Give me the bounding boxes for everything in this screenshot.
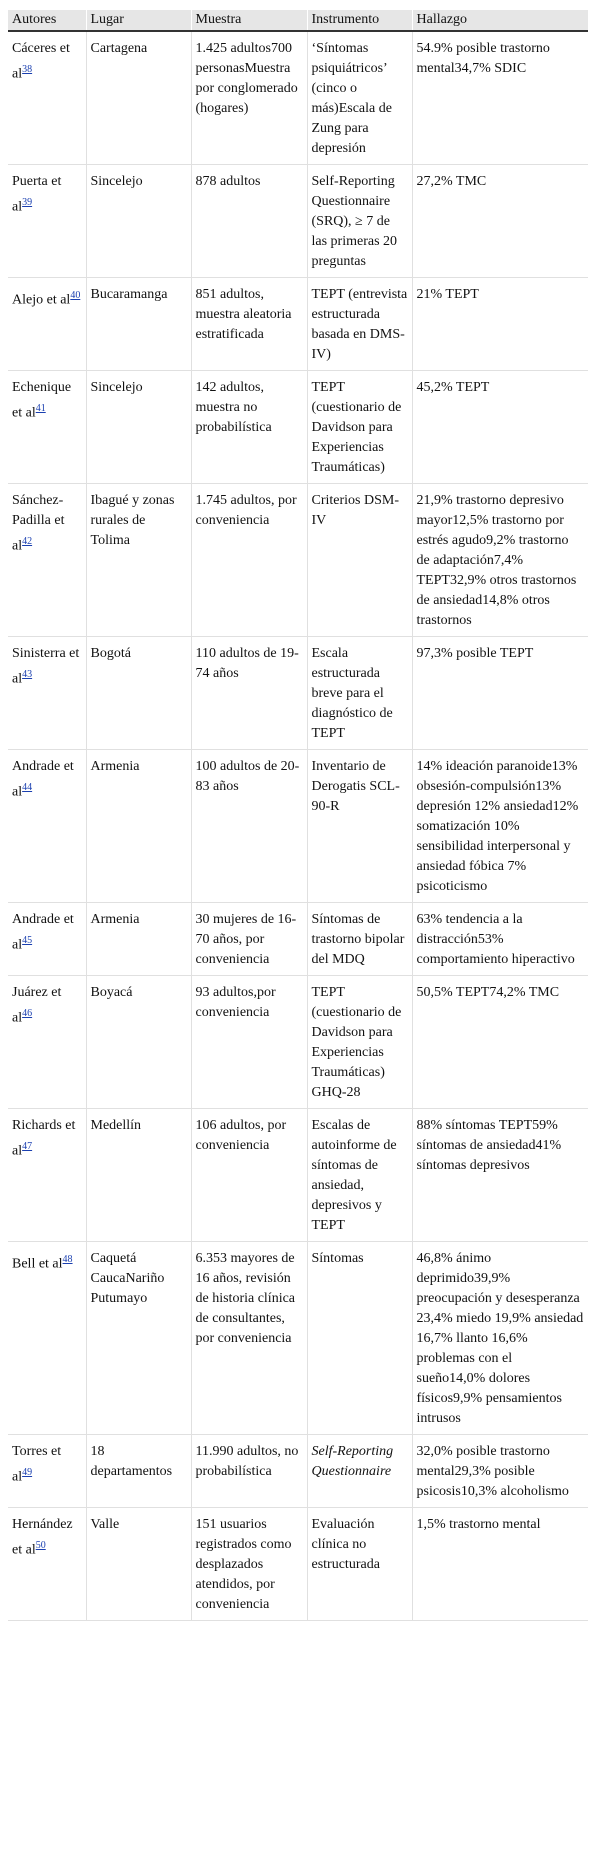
cell-finding: 14% ideación paranoide13% obsesión-compulsión13% depresión 12% ansiedad12% somatización 10% sensibilidad interpersonal y ansiedad fóbica 7% psicoticismo xyxy=(412,750,588,903)
cell-author xyxy=(8,371,86,484)
cell-instrument: Escala estructurada breve para el diagnóstico de TEPT xyxy=(307,637,412,750)
cell-place: Medellín xyxy=(86,1109,191,1242)
cell-sample: 30 mujeres de 16-70 años, por conveniencia xyxy=(191,903,307,976)
cell-author xyxy=(8,165,86,278)
reference-superscript xyxy=(36,1538,46,1551)
table-row xyxy=(8,976,588,1109)
cell-sample: 11.990 adultos, no probabilística xyxy=(191,1435,307,1508)
cell-author xyxy=(8,1242,86,1435)
reference-superscript xyxy=(22,195,32,208)
header-lugar: Lugar xyxy=(86,10,191,31)
author-name: Bell et al xyxy=(12,1256,63,1272)
cell-place: Valle xyxy=(86,1508,191,1621)
cell-instrument: ‘Síntomas psiquiátricos’ (cinco o más)Escala de Zung para depresión xyxy=(307,31,412,165)
table-row xyxy=(8,165,588,278)
table-container xyxy=(8,10,588,1621)
cell-instrument: Self-Reporting Questionnaire (SRQ), ≥ 7 de las primeras 20 preguntas xyxy=(307,165,412,278)
cell-place: 18 departamentos xyxy=(86,1435,191,1508)
cell-author xyxy=(8,1109,86,1242)
reference-superscript xyxy=(22,667,32,680)
cell-author xyxy=(8,1508,86,1621)
author-name: Puerta et al xyxy=(12,174,62,215)
cell-place: Caquetá CaucaNariño Putumayo xyxy=(86,1242,191,1435)
cell-sample: 1.425 adultos700 personasMuestra por conglomerado (hogares) xyxy=(191,31,307,165)
cell-place: Bucaramanga xyxy=(86,278,191,371)
cell-finding: 21,9% trastorno depresivo mayor12,5% trastorno por estrés agudo9,2% trastorno de adaptación7,4% TEPT32,9% otros trastornos de ansiedad14,8% otros trastornos xyxy=(412,484,588,637)
cell-instrument: Self-Reporting Questionnaire xyxy=(307,1435,412,1508)
reference-link[interactable]: 39 xyxy=(22,197,33,208)
author-name: Juárez et al xyxy=(12,985,62,1026)
author-name: Echenique et al xyxy=(12,380,72,421)
reference-superscript xyxy=(22,534,32,547)
author-name: Sánchez-Padilla et al xyxy=(12,493,65,554)
reference-superscript xyxy=(22,1465,32,1478)
cell-sample: 106 adultos, por conveniencia xyxy=(191,1109,307,1242)
cell-author xyxy=(8,1435,86,1508)
cell-finding: 63% tendencia a la distracción53% comportamiento hiperactivo xyxy=(412,903,588,976)
cell-sample: 851 adultos, muestra aleatoria estratificada xyxy=(191,278,307,371)
table-row xyxy=(8,1109,588,1242)
reference-link[interactable]: 44 xyxy=(22,782,33,793)
reference-superscript xyxy=(22,780,32,793)
table-row xyxy=(8,903,588,976)
cell-instrument: Síntomas de trastorno bipolar del MDQ xyxy=(307,903,412,976)
cell-sample: 6.353 mayores de 16 años, revisión de historia clínica de consultantes, por conveniencia xyxy=(191,1242,307,1435)
cell-finding: 21% TEPT xyxy=(412,278,588,371)
cell-finding: 50,5% TEPT74,2% TMC xyxy=(412,976,588,1109)
cell-place: Boyacá xyxy=(86,976,191,1109)
author-name: Hernández et al xyxy=(12,1517,73,1558)
table-row xyxy=(8,637,588,750)
cell-place: Ibagué y zonas rurales de Tolima xyxy=(86,484,191,637)
reference-superscript xyxy=(22,1139,32,1152)
cell-instrument: TEPT (cuestionario de Davidson para Experiencias Traumáticas) xyxy=(307,371,412,484)
cell-place: Bogotá xyxy=(86,637,191,750)
reference-superscript xyxy=(22,62,32,75)
cell-instrument: Inventario de Derogatis SCL-90-R xyxy=(307,750,412,903)
table-row xyxy=(8,484,588,637)
author-name: Sinisterra et al xyxy=(12,646,80,687)
cell-sample: 110 adultos de 19-74 años xyxy=(191,637,307,750)
cell-author xyxy=(8,484,86,637)
reference-superscript xyxy=(70,288,80,301)
header-autores: Autores xyxy=(8,10,86,31)
table-row xyxy=(8,1435,588,1508)
table-row xyxy=(8,31,588,165)
reference-link[interactable]: 50 xyxy=(35,1540,46,1551)
reference-link[interactable]: 46 xyxy=(22,1008,33,1019)
cell-instrument: Criterios DSM-IV xyxy=(307,484,412,637)
table-row xyxy=(8,1508,588,1621)
cell-finding: 45,2% TEPT xyxy=(412,371,588,484)
reference-link[interactable]: 47 xyxy=(22,1141,33,1152)
cell-finding: 54.9% posible trastorno mental34,7% SDIC xyxy=(412,31,588,165)
author-name: Andrade et al xyxy=(12,912,74,953)
reference-superscript xyxy=(22,933,32,946)
cell-finding: 27,2% TMC xyxy=(412,165,588,278)
reference-superscript xyxy=(22,1006,32,1019)
table-row xyxy=(8,278,588,371)
cell-finding: 46,8% ánimo deprimido39,9% preocupación y desesperanza 23,4% miedo 19,9% ansiedad 16,7% llanto 16,6% problemas con el sueño14,0% dolores físicos9,9% pensamientos intrusos xyxy=(412,1242,588,1435)
cell-instrument: Escalas de autoinforme de síntomas de ansiedad, depresivos y TEPT xyxy=(307,1109,412,1242)
cell-sample: 100 adultos de 20-83 años xyxy=(191,750,307,903)
table-row xyxy=(8,1242,588,1435)
results-table xyxy=(8,10,588,1621)
cell-place: Sincelejo xyxy=(86,165,191,278)
author-name: Alejo et al xyxy=(12,292,71,308)
author-name: Cáceres et al xyxy=(12,41,70,82)
cell-place: Cartagena xyxy=(86,31,191,165)
cell-author xyxy=(8,31,86,165)
header-hallazgo: Hallazgo xyxy=(412,10,588,31)
reference-link[interactable]: 49 xyxy=(22,1467,33,1478)
author-name: Torres et al xyxy=(12,1444,62,1485)
reference-link[interactable]: 41 xyxy=(35,403,46,414)
cell-instrument: TEPT (cuestionario de Davidson para Experiencias Traumáticas) GHQ-28 xyxy=(307,976,412,1109)
cell-finding: 97,3% posible TEPT xyxy=(412,637,588,750)
cell-finding: 88% síntomas TEPT59% síntomas de ansiedad41% síntomas depresivos xyxy=(412,1109,588,1242)
cell-author xyxy=(8,903,86,976)
cell-finding: 1,5% trastorno mental xyxy=(412,1508,588,1621)
reference-link[interactable]: 42 xyxy=(22,536,33,547)
reference-link[interactable]: 43 xyxy=(22,669,33,680)
cell-sample: 1.745 adultos, por conveniencia xyxy=(191,484,307,637)
cell-place: Sincelejo xyxy=(86,371,191,484)
cell-instrument: Evaluación clínica no estructurada xyxy=(307,1508,412,1621)
table-row xyxy=(8,750,588,903)
cell-sample: 151 usuarios registrados como desplazados atendidos, por conveniencia xyxy=(191,1508,307,1621)
table-header-row xyxy=(8,10,588,31)
reference-link[interactable]: 48 xyxy=(62,1254,73,1265)
header-instrumento: Instrumento xyxy=(307,10,412,31)
author-name: Andrade et al xyxy=(12,759,74,800)
cell-author xyxy=(8,637,86,750)
author-name: Richards et al xyxy=(12,1118,76,1159)
reference-superscript xyxy=(36,401,46,414)
cell-sample: 878 adultos xyxy=(191,165,307,278)
cell-author xyxy=(8,750,86,903)
cell-sample: 142 adultos, muestra no probabilística xyxy=(191,371,307,484)
cell-finding: 32,0% posible trastorno mental29,3% posible psicosis10,3% alcoholismo xyxy=(412,1435,588,1508)
reference-link[interactable]: 40 xyxy=(70,290,81,301)
cell-instrument: Síntomas xyxy=(307,1242,412,1435)
cell-place: Armenia xyxy=(86,750,191,903)
cell-author xyxy=(8,278,86,371)
cell-author xyxy=(8,976,86,1109)
reference-link[interactable]: 38 xyxy=(22,64,33,75)
cell-sample: 93 adultos,por conveniencia xyxy=(191,976,307,1109)
cell-place: Armenia xyxy=(86,903,191,976)
reference-superscript xyxy=(63,1252,73,1265)
header-muestra: Muestra xyxy=(191,10,307,31)
table-row xyxy=(8,371,588,484)
reference-link[interactable]: 45 xyxy=(22,935,33,946)
cell-instrument: TEPT (entrevista estructurada basada en DMS-IV) xyxy=(307,278,412,371)
